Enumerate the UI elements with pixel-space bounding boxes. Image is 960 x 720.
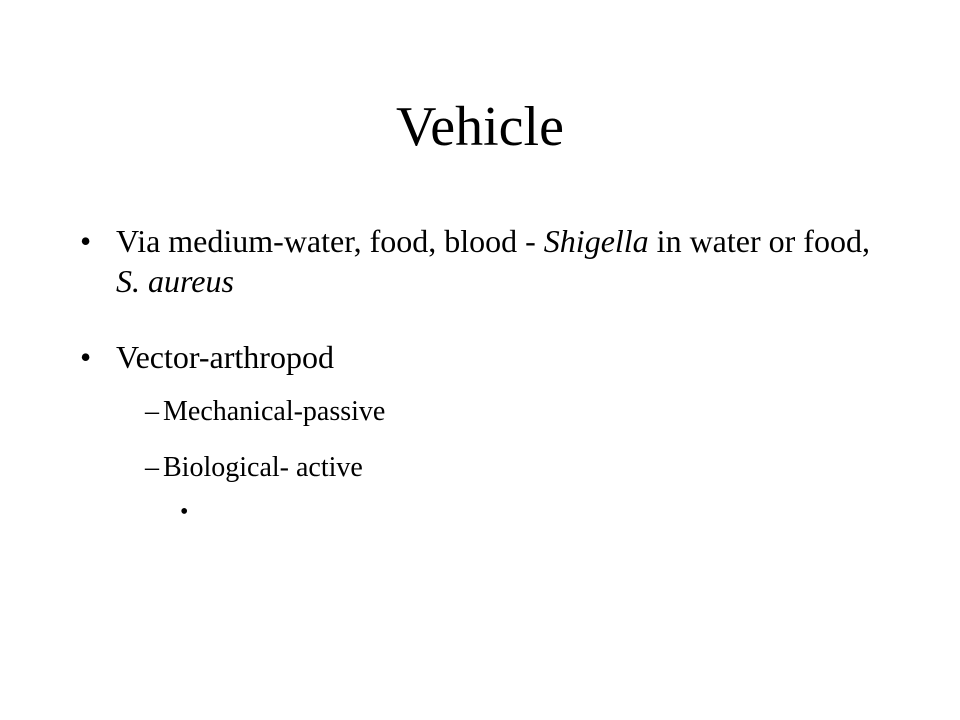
bullet-item-vehicle-medium bbox=[80, 221, 900, 301]
sub-bullet-biological bbox=[145, 451, 363, 485]
bullet-text bbox=[116, 221, 900, 301]
sub-bullet-text: Mechanical-passive bbox=[163, 396, 386, 427]
bullet-text: Vector-arthropod bbox=[116, 339, 334, 375]
sub-bullet-mechanical bbox=[145, 395, 385, 429]
bullet-text-italic-s-aureus: S. aureus bbox=[116, 263, 234, 299]
sub-bullet-text: Biological- active bbox=[163, 452, 363, 483]
bullet-marker: • bbox=[80, 339, 92, 375]
empty-bullet-marker: • bbox=[180, 499, 189, 525]
slide-title: Vehicle bbox=[396, 96, 564, 158]
bullet-marker: • bbox=[80, 223, 92, 259]
bullet-text-italic-shigella: Shigella bbox=[543, 223, 649, 259]
dash-marker: – bbox=[145, 452, 159, 483]
dash-marker: – bbox=[145, 396, 159, 427]
bullet-text-part: in water or food, bbox=[648, 223, 870, 259]
bullet-item-vector bbox=[80, 337, 900, 377]
bullet-text-part: Via medium-water, food, blood - bbox=[116, 223, 544, 259]
